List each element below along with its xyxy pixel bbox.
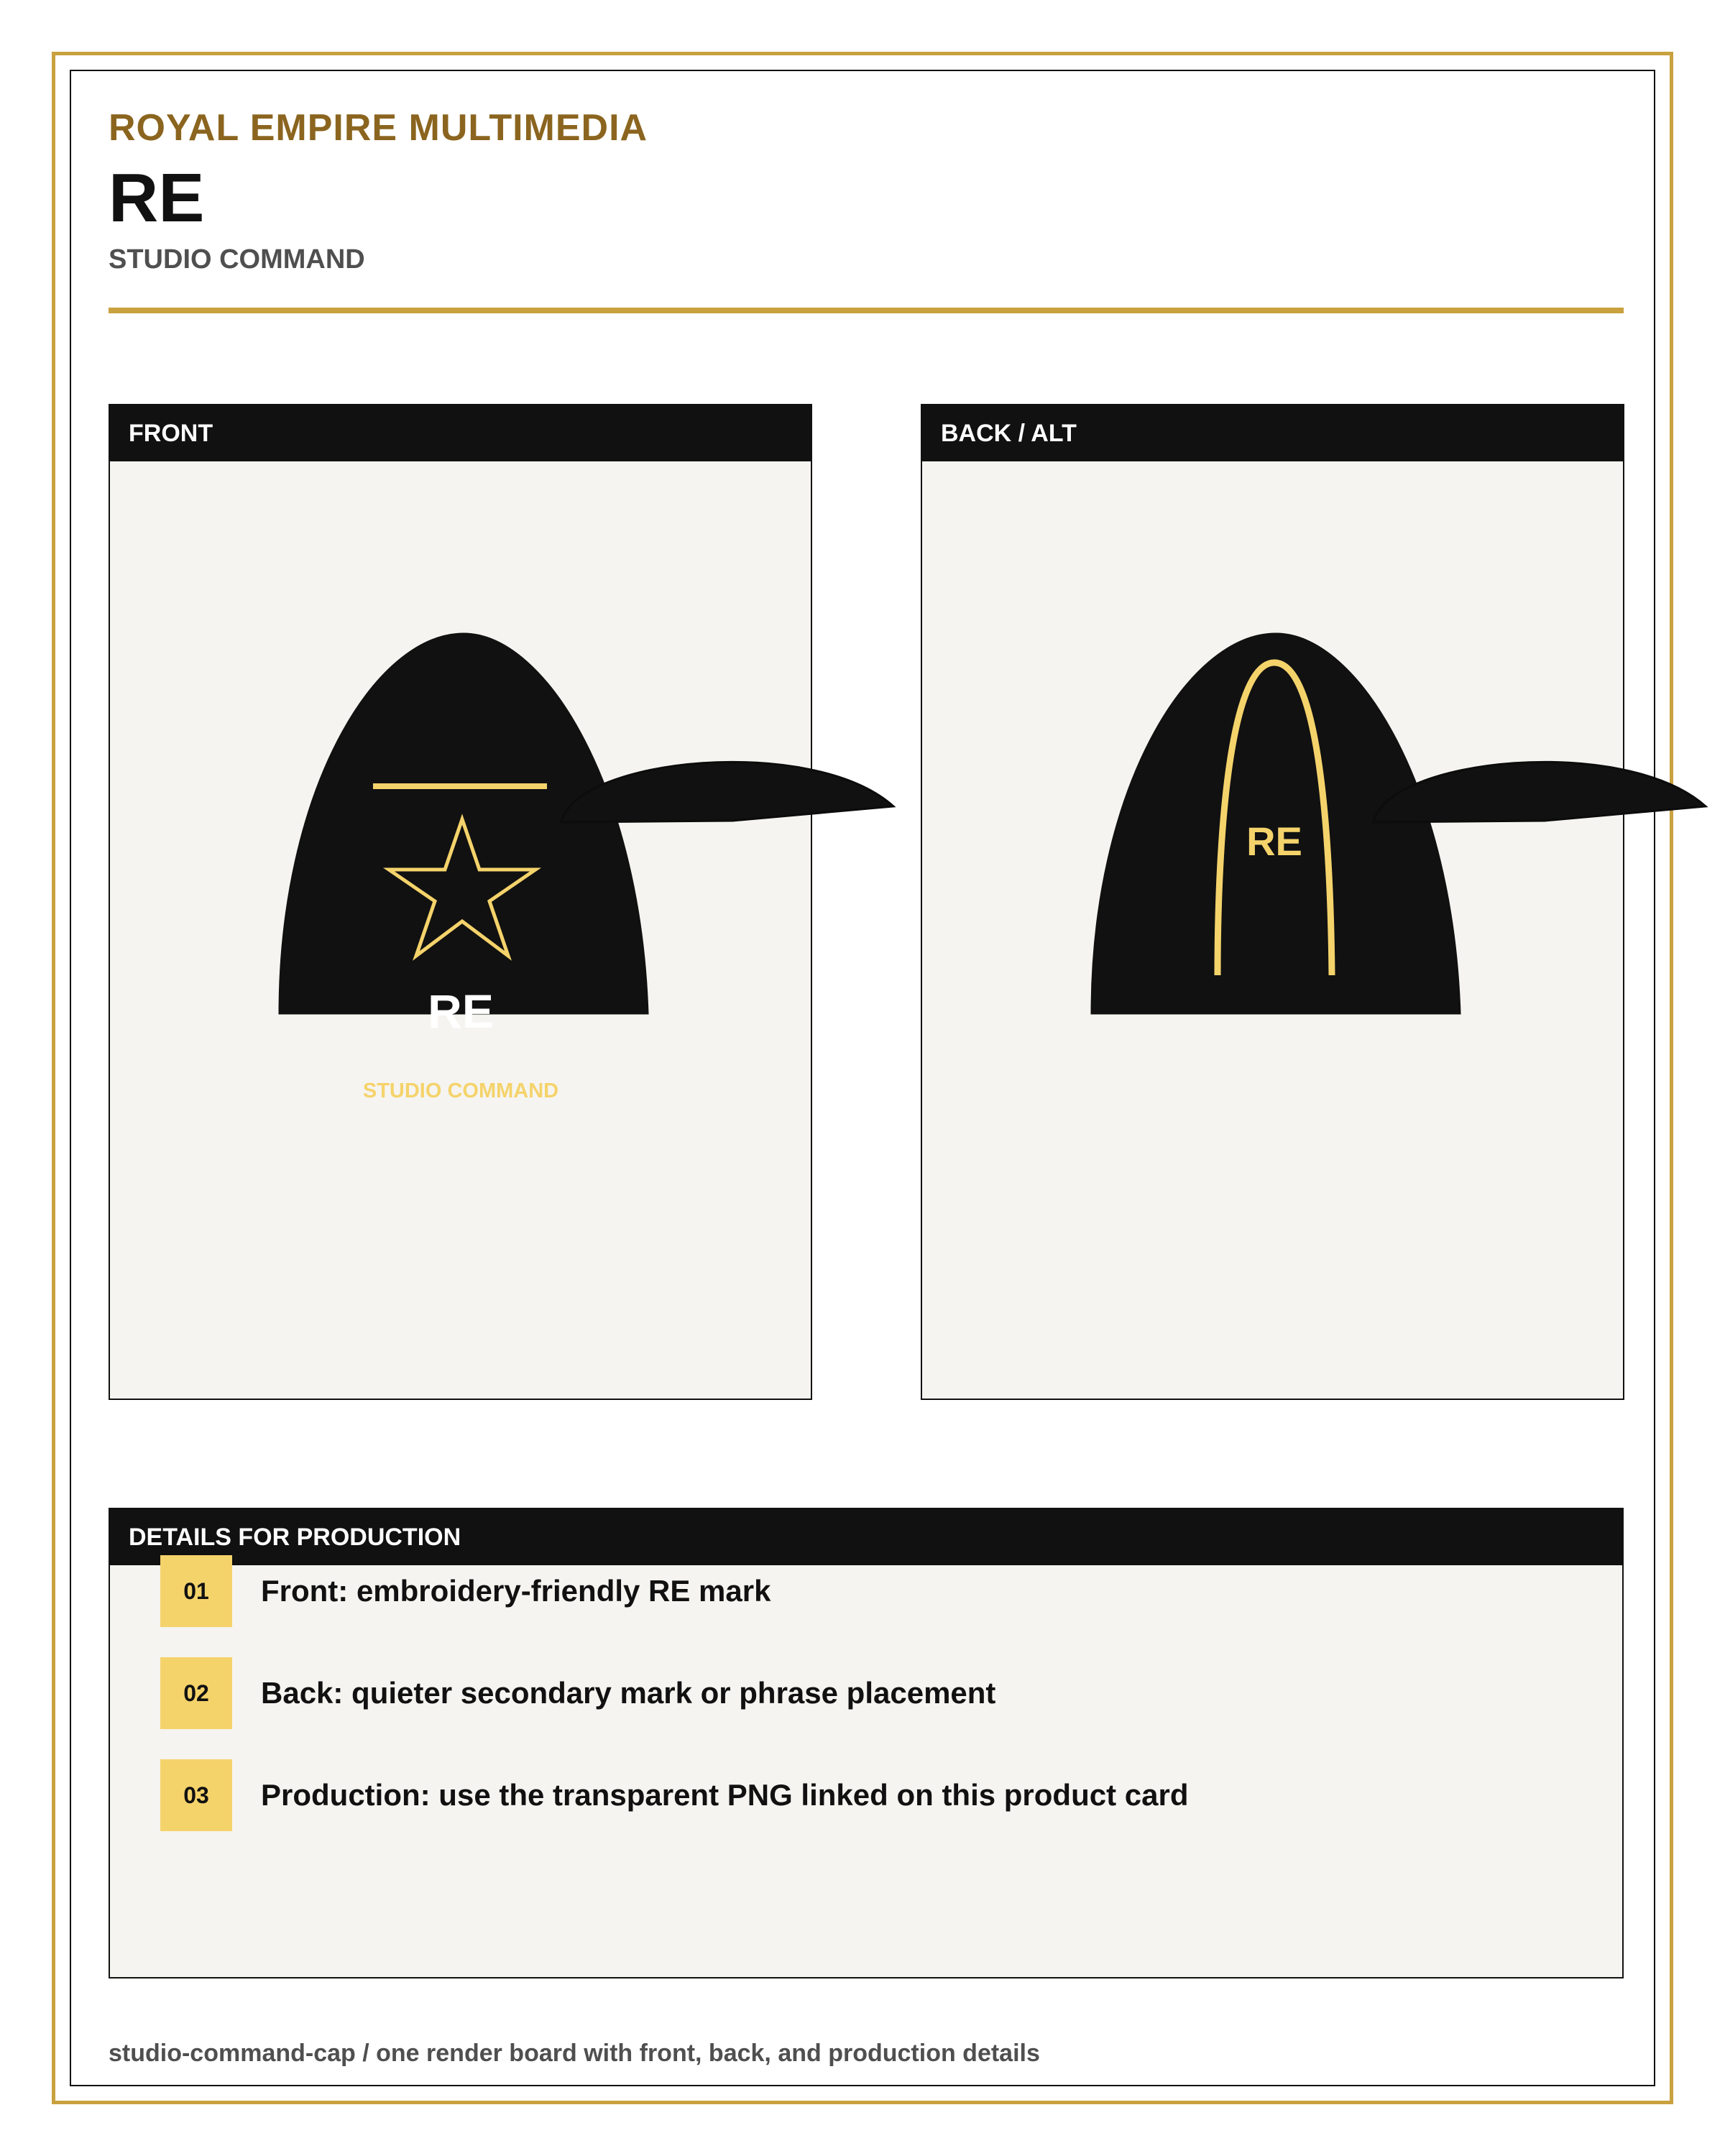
back-cap-render xyxy=(1092,634,1706,1013)
cap-renders xyxy=(109,404,1690,1400)
detail-number-badge: 01 xyxy=(160,1555,232,1627)
front-cap-brim xyxy=(561,762,893,822)
back-cap-mark: RE xyxy=(1246,819,1302,864)
front-cap-render xyxy=(280,634,893,1102)
detail-number-badge: 03 xyxy=(160,1759,232,1831)
detail-text: Production: use the transparent PNG linked on this product card xyxy=(261,1778,1189,1812)
detail-text: Front: embroidery-friendly RE mark xyxy=(261,1574,771,1608)
back-panel-header: BACK / ALT xyxy=(922,405,1623,461)
brand-name: ROYAL EMPIRE MULTIMEDIA xyxy=(109,107,648,149)
brand-subtitle: STUDIO COMMAND xyxy=(109,244,365,275)
header-divider xyxy=(109,308,1624,313)
footer-caption: studio-command-cap / one render board with front, back, and production details xyxy=(109,2040,1040,2067)
details-panel-header: DETAILS FOR PRODUCTION xyxy=(110,1509,1622,1565)
detail-number-badge: 02 xyxy=(160,1657,232,1729)
details-panel xyxy=(109,1508,1624,1978)
back-cap-brim xyxy=(1374,762,1706,822)
front-cap-caption: STUDIO COMMAND xyxy=(362,1079,559,1102)
front-cap-mark: RE xyxy=(428,985,494,1038)
brand-mark: RE xyxy=(109,160,205,236)
detail-text: Back: quieter secondary mark or phrase placement xyxy=(261,1676,996,1710)
front-panel-header: FRONT xyxy=(110,405,811,461)
